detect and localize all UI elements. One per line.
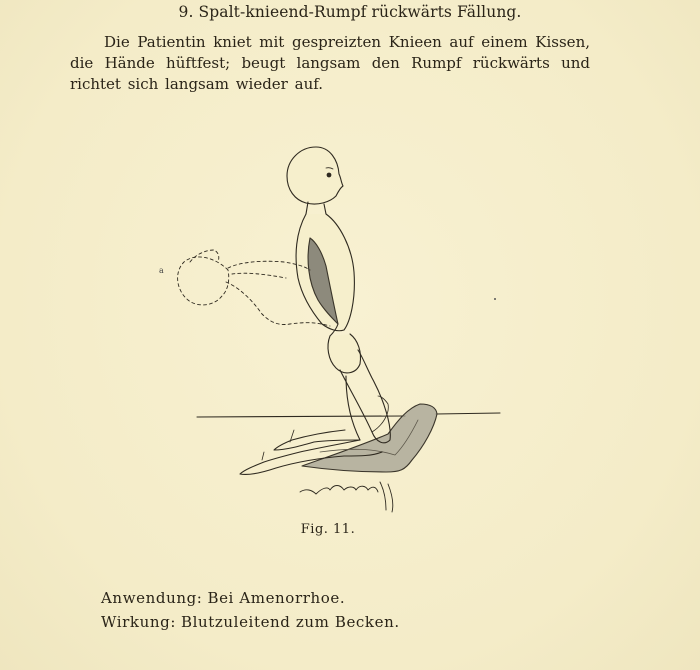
artist-signature: [300, 482, 393, 512]
exercise-description: Die Patientin kniet mit gespreizten Knieen auf einem Kissen, die Hände hüftfest; beugt langsam den Rumpf rückwärts und richtet sich langsam wieder auf.: [70, 33, 590, 93]
indication-label: Anwendung:: [101, 589, 203, 607]
hip: [328, 334, 361, 373]
floor-line: [197, 413, 500, 417]
signature-text: N Bourcart: [300, 495, 306, 496]
figure-label-a: a: [159, 266, 164, 275]
effect-line: [101, 610, 400, 634]
effect-label: Wirkung:: [101, 613, 176, 631]
indication-line: [101, 586, 400, 610]
head: [287, 147, 343, 204]
back-leg-far: [274, 430, 360, 450]
exercise-heading: 9. Spalt-knieend-Rumpf rückwärts Fällung.: [178, 3, 522, 21]
figure-caption: Fig. 11.: [300, 522, 356, 537]
indication-value: Bei Amenorrhoe.: [207, 589, 346, 607]
notes-block: [101, 586, 400, 634]
effect-value: Blutzuleitend zum Becken.: [181, 613, 400, 631]
cushion: [302, 404, 437, 472]
